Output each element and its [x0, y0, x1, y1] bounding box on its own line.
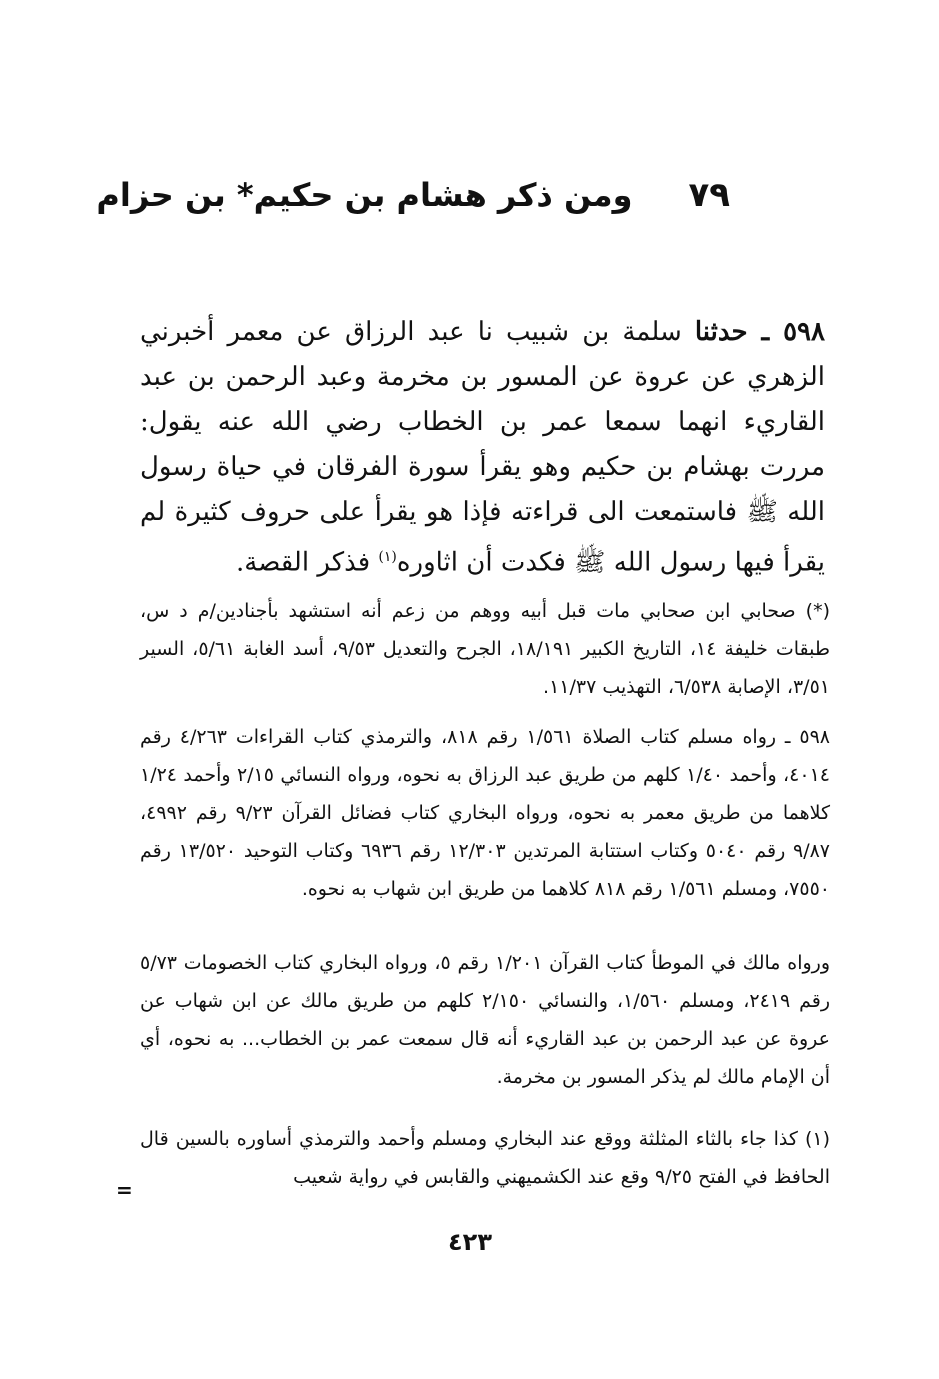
takhrij-note: ٥٩٨ ـ رواه مسلم كتاب الصلاة ١/٥٦١ رقم ٨١٨، والترمذي كتاب القراءات ٤/٢٦٣ رقم ٤٠١٤، وأحمد ١/٤٠ كلهم من طريق عبد الرزاق به نحوه، ورواه النسائي ٢/١٥ وأحمد ١/٢٤ كلاهما من طريق معمر به نحوه، ورواه البخاري كتاب فضائل القرآن ٩/٢٣ رقم ٤٩٩٢، ٩/٨٧ رقم ٥٠٤٠ وكتاب استتابة المرتدين ١٢/٣٠٣ رقم ٦٩٣٦ وكتاب التوحيد ١٣/٥٢٠ رقم ٧٥٥٠، ومسلم ١/٥٦١ رقم ٨١٨ كلاهما من طريق ابن شهاب به نحوه.: [140, 726, 831, 900]
malik-note: ورواه مالك في الموطأ كتاب القرآن ١/٢٠١ رقم ٥، ورواه البخاري كتاب الخصومات ٥/٧٣ رقم ٢٤١٩، ومسلم ١/٥٦٠، والنسائي ٢/١٥٠ كلهم من طريق مالك عن ابن شهاب عن عروة عن عبد الرحمن بن عبد القاريء أنه قال سمعت عمر بن الخطاب... به نحوه، أي أن الإمام مالك لم يذكر المسور بن مخرمة.: [140, 952, 831, 1088]
hadith-text: [140, 310, 825, 586]
footnote-1: (١) كذا جاء بالثاء المثلثة ووقع عند البخاري ومسلم وأحمد والترمذي أساوره بالسين قال الحافظ في الفتح ٩/٢٥ وقع عند الكشميهني والقابس في رواية شعيب: [140, 1128, 830, 1188]
continuation-mark: =: [116, 1178, 133, 1202]
hadith-lead: ٥٩٨ ـ حدثنا: [694, 317, 825, 347]
biography-note: (*) صحابي ابن صحابي مات قبل أبيه ووهم من زعم أنه استشهد بأجنادين/م د س، طبقات خليفة ١٤، التاريخ الكبير ١٨/١٩١، الجرح والتعديل ٩/٥٣، أسد الغابة ٥/٦١، السير ٣/٥١، الإصابة ٦/٥٣٨، التهذيب ١١/٣٧.: [140, 600, 830, 698]
footnote-reference: (١): [378, 549, 397, 565]
chapter-number: ٧٩: [688, 175, 730, 215]
chapter-header: [96, 165, 730, 225]
hadith-body: سلمة بن شبيب نا عبد الرزاق عن معمر أخبرني الزهري عن عروة عن المسور بن مخرمة وعبد الرحمن بن عبد القاريء انهما سمعا عمر بن الخطاب رضي الله عنه يقول: مررت بهشام بن حكيم وهو يقرأ سورة الفرقان في حياة رسول الله ﷺ فاستمعت الى قراءته فإذا هو يقرأ على حروف كثيرة لم يقرأ فيها رسول الله ﷺ فكدت أن اثاوره: [140, 317, 825, 578]
page-number: ٤٢٣: [448, 1228, 492, 1256]
hadith-ending: فذكر القصة.: [236, 547, 379, 578]
chapter-title: ومن ذكر هشام بن حكيم* بن حزام: [96, 176, 633, 214]
